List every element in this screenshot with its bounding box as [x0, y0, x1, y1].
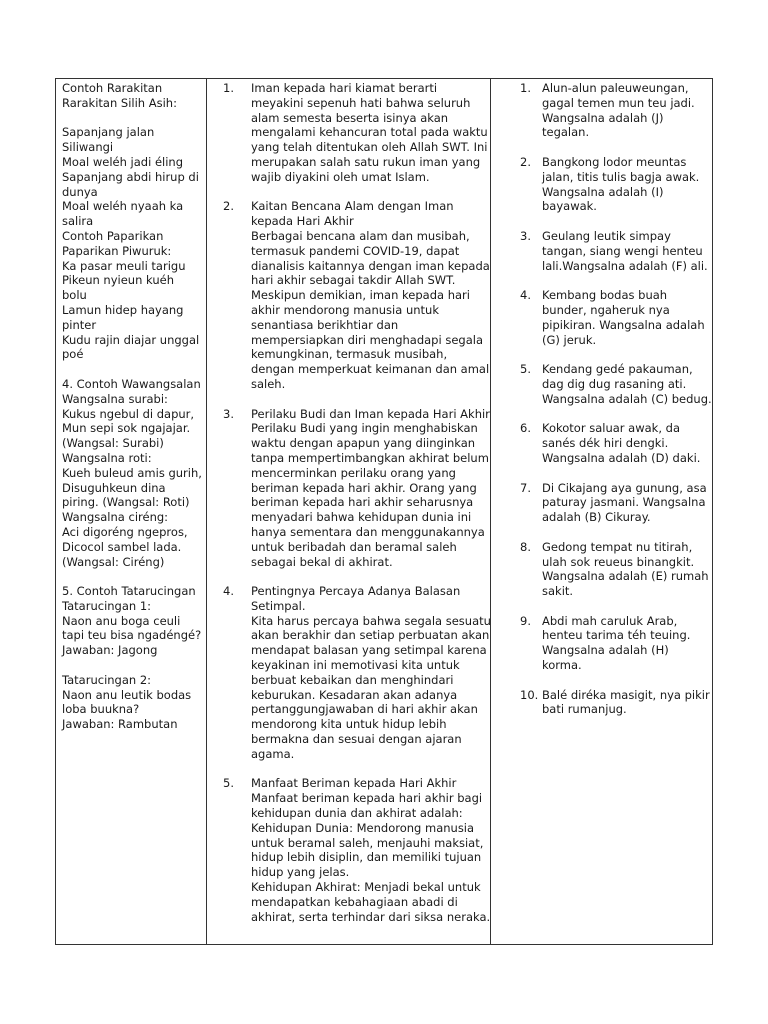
text-line: mengalami kehancuran total pada waktu: [251, 125, 488, 140]
numbered-list: [520, 81, 711, 717]
text-line: paturay jasmani. Wangsalna: [542, 495, 706, 510]
text-line: pinter: [62, 317, 97, 332]
text-line: hidup yang jelas.: [251, 865, 350, 880]
list-item: [520, 155, 711, 214]
text-line: hanya sementara dan menggunakannya: [251, 524, 485, 539]
item-text: [251, 776, 489, 924]
text-line: meyakini sepenuh hati bahwa seluruh: [251, 95, 471, 110]
item-number: 6.: [520, 421, 531, 436]
list-item: [520, 81, 711, 140]
text-line: Siliwangi: [62, 140, 114, 155]
text-line: Aci digoréng ngepros,: [62, 524, 188, 539]
item-text: [542, 481, 711, 525]
text-line: sanés dék hiri dengki.: [542, 436, 669, 451]
item-text: [542, 229, 711, 273]
text-line: Setimpal.: [251, 598, 306, 613]
text-line: Di Cikajang aya gunung, asa: [542, 480, 707, 495]
text-line: dag dig dug rasaning ati.: [542, 376, 687, 391]
list-item: [520, 229, 711, 273]
rarakitan-heading-block: [62, 81, 204, 111]
text-line: menyadari bahwa kehidupan dunia ini: [251, 510, 472, 525]
text-line: bayawak.: [542, 199, 597, 214]
text-line: salira: [62, 214, 94, 229]
item-text: [542, 288, 711, 347]
text-line: kepada Hari Akhir: [251, 214, 354, 229]
text-line: kehidupan dunia dan akhirat adalah:: [251, 806, 463, 821]
text-line: untuk beramal saleh, menjauhi maksiat,: [251, 835, 484, 850]
text-line: Kehidupan Akhirat: Menjadi bekal untuk: [251, 880, 481, 895]
text-line: adalah (B) Cikuray.: [542, 510, 651, 525]
text-line: Alun-alun paleuweungan,: [542, 81, 689, 95]
text-line: 4. Contoh Wawangsalan: [62, 376, 201, 391]
item-number: 5.: [520, 362, 531, 377]
text-line: keburukan. Kesadaran akan adanya: [251, 687, 458, 702]
list-item: [223, 81, 489, 185]
text-line: dunya: [62, 184, 98, 199]
text-line: Paparikan Piwuruk:: [62, 243, 172, 258]
list-item: [223, 407, 489, 570]
text-line: Tatarucingan 2:: [62, 672, 152, 687]
list-item: [223, 776, 489, 924]
text-line: alam semesta beserta isinya akan: [251, 110, 449, 125]
text-line: mencerminkan perilaku orang yang: [251, 465, 456, 480]
item-number: 1.: [520, 81, 531, 95]
text-line: tapi teu bisa ngadéngé?: [62, 628, 202, 643]
text-line: Jawaban: Jagong: [62, 643, 158, 658]
item-text: [251, 584, 489, 762]
text-line: dengan memperkuat keimanan dan amal: [251, 362, 490, 377]
item-number: 3.: [520, 228, 531, 243]
text-line: kemungkinan, termasuk musibah,: [251, 347, 448, 362]
text-line: Wangsalna adalah (J): [542, 110, 664, 125]
text-line: Pikeun nyieun kuéh: [62, 273, 174, 288]
text-line: sebagai bekal di akhirat.: [251, 554, 393, 569]
text-line: lali.Wangsalna adalah (F) ali.: [542, 258, 708, 273]
text-line: Meskipun demikian, iman kepada hari: [251, 288, 470, 303]
item-number: 10.: [520, 687, 539, 702]
text-line: Gedong tempat nu titirah,: [542, 539, 693, 554]
text-line: Kendang gedé pakauman,: [542, 362, 693, 377]
text-line: Rarakitan Silih Asih:: [62, 95, 177, 110]
text-line: Lamun hidep hayang: [62, 302, 184, 317]
text-line: Bangkong lodor meuntas: [542, 154, 687, 169]
item-text: [542, 421, 711, 465]
text-line: Wangsalna adalah (C) bedug.: [542, 391, 712, 406]
text-line: Wangsalna roti:: [62, 450, 152, 465]
item-number: 4.: [223, 584, 234, 599]
item-number: 4.: [520, 288, 531, 303]
item-text: [251, 199, 489, 391]
text-line: mendorong kita untuk hidup lebih: [251, 717, 447, 732]
text-line: sakit.: [542, 584, 574, 599]
text-line: akan berakhir dan setiap perbuatan akan: [251, 628, 490, 643]
item-text: [542, 155, 711, 214]
text-line: Kehidupan Dunia: Mendorong manusia: [251, 820, 475, 835]
text-line: untuk beribadah dan beramal saleh: [251, 539, 457, 554]
text-line: ulah sok reueus binangkit.: [542, 554, 695, 569]
text-line: berbuat kebaikan dan menghindari: [251, 672, 454, 687]
numbered-list: [223, 81, 489, 924]
text-line: waktu dengan apapun yang diinginkan: [251, 436, 476, 451]
list-item: [520, 288, 711, 347]
text-line: dianalisis kaitannya dengan iman kepada: [251, 258, 490, 273]
text-line: beriman kepada hari akhir seharusnya: [251, 495, 474, 510]
text-line: Jawaban: Rambutan: [62, 717, 178, 732]
item-text: [542, 688, 711, 718]
tatarucingan-2-block: [62, 673, 204, 732]
text-line: Disuguhkeun dina: [62, 480, 166, 495]
text-line: termasuk pandemi COVID-19, dapat: [251, 243, 460, 258]
text-line: Naon anu leutik bodas: [62, 687, 192, 702]
list-item: [520, 614, 711, 673]
text-line: poé: [62, 347, 84, 362]
text-line: Perilaku Budi yang ingin menghabiskan: [251, 421, 478, 436]
text-line: senantiasa berikhtiar dan: [251, 317, 399, 332]
list-item: [520, 362, 711, 406]
item-text: [542, 362, 711, 406]
text-line: Naon anu boga ceuli: [62, 613, 181, 628]
list-item: [520, 421, 711, 465]
text-line: Perilaku Budi dan Iman kepada Hari Akhir: [251, 406, 490, 421]
text-line: Kita harus percaya bahwa segala sesuatu: [251, 613, 491, 628]
item-number: 3.: [223, 406, 234, 421]
text-line: Dicocol sambel lada.: [62, 539, 182, 554]
text-line: (Wangsal: Surabi): [62, 436, 164, 451]
text-line: Geulang leutik simpay: [542, 228, 671, 243]
text-line: Berbagai bencana alam dan musibah,: [251, 228, 470, 243]
text-line: jalan, titis tulis bagja awak.: [542, 169, 700, 184]
item-text: [542, 81, 711, 140]
tatarucingan-1-block: [62, 584, 204, 658]
text-line: mendapat balasan yang setimpal karena: [251, 643, 487, 658]
item-number: 9.: [520, 613, 531, 628]
text-line: bunder, ngaheruk nya: [542, 302, 670, 317]
item-text: [542, 540, 711, 599]
rarakitan-paparikan-block: [62, 125, 204, 362]
text-line: Balé diréka masigit, nya pikir: [542, 687, 710, 702]
column-wangsalan-answers: [490, 79, 713, 944]
text-line: Wangsalna surabi:: [62, 391, 168, 406]
item-number: 7.: [520, 480, 531, 495]
text-line: Kukus ngebul di dapur,: [62, 406, 195, 421]
text-line: beriman kepada hari akhir. Orang yang: [251, 480, 477, 495]
text-line: gagal temen mun teu jadi.: [542, 95, 695, 110]
text-line: Moal weléh jadi éling: [62, 154, 183, 169]
text-line: Contoh Rarakitan: [62, 81, 163, 95]
text-line: Iman kepada hari kiamat berarti: [251, 81, 438, 95]
text-line: Wangsalna ciréng:: [62, 510, 169, 525]
text-line: Contoh Paparikan: [62, 228, 164, 243]
text-line: Ka pasar meuli tarigu: [62, 258, 186, 273]
text-line: Manfaat beriman kepada hari akhir bagi: [251, 791, 483, 806]
text-line: Wangsalna adalah (H): [542, 643, 669, 658]
text-line: Pentingnya Percaya Adanya Balasan: [251, 584, 461, 599]
text-line: Mun sepi sok ngajajar.: [62, 421, 191, 436]
text-line: mendapatkan kebahagiaan abadi di: [251, 894, 458, 909]
text-line: Moal weléh nyaah ka: [62, 199, 184, 214]
text-line: bermakna dan sesuai dengan ajaran: [251, 732, 462, 747]
item-number: 8.: [520, 539, 531, 554]
text-line: tanpa mempertimbangkan akhirat belum: [251, 450, 489, 465]
text-line: hidup lebih disiplin, dan memiliki tujuan: [251, 850, 482, 865]
column-sundanese-examples: [56, 79, 206, 944]
text-line: keyakinan ini memotivasi kita untuk: [251, 658, 460, 673]
text-line: hari akhir sebagai takdir Allah SWT.: [251, 273, 456, 288]
list-item: [520, 688, 711, 718]
text-line: Tatarucingan 1:: [62, 598, 152, 613]
item-number: 1.: [223, 81, 234, 95]
item-text: [251, 407, 489, 570]
text-line: akhir mendorong manusia untuk: [251, 302, 439, 317]
text-line: 5. Contoh Tatarucingan: [62, 584, 196, 599]
text-line: Sapanjang jalan: [62, 125, 155, 140]
text-line: Manfaat Beriman kepada Hari Akhir: [251, 776, 457, 791]
text-line: (Wangsal: Ciréng): [62, 554, 165, 569]
text-line: Kokotor saluar awak, da: [542, 421, 680, 436]
text-line: bolu: [62, 288, 87, 303]
list-item: [223, 199, 489, 391]
text-line: tegalan.: [542, 125, 590, 140]
text-line: agama.: [251, 746, 295, 761]
text-line: (G) jeruk.: [542, 332, 597, 347]
list-item: [223, 584, 489, 762]
text-line: pipikiran. Wangsalna adalah: [542, 317, 705, 332]
item-number: 5.: [223, 776, 234, 791]
text-line: wajib diyakini oleh umat Islam.: [251, 169, 430, 184]
item-text: [542, 614, 711, 673]
text-line: Wangsalna adalah (I): [542, 184, 664, 199]
text-line: loba buukna?: [62, 702, 140, 717]
item-text: [251, 81, 489, 185]
column-iman-hari-akhir: [206, 79, 491, 944]
text-line: bati rumanjug.: [542, 702, 627, 717]
text-line: yang telah ditentukan oleh Allah SWT. Ini: [251, 140, 488, 155]
text-line: korma.: [542, 658, 582, 673]
text-line: saleh.: [251, 376, 286, 391]
document-table: [55, 78, 713, 945]
text-line: Kaitan Bencana Alam dengan Iman: [251, 199, 454, 214]
text-line: Kembang bodas buah: [542, 288, 668, 303]
text-line: Abdi mah caruluk Arab,: [542, 613, 678, 628]
list-item: [520, 481, 711, 525]
item-number: 2.: [223, 199, 234, 214]
text-line: mempersiapkan diri menghadapi segala: [251, 332, 483, 347]
text-line: akhirat, serta terhindar dari siksa neraka.: [251, 909, 491, 924]
item-number: 2.: [520, 154, 531, 169]
text-line: henteu tarima téh teuing.: [542, 628, 691, 643]
text-line: Sapanjang abdi hirup di: [62, 169, 199, 184]
wawangsalan-block: [62, 377, 204, 569]
text-line: pertanggungjawaban di hari akhir akan: [251, 702, 478, 717]
list-item: [520, 540, 711, 599]
text-line: Kueh buleud amis gurih,: [62, 465, 202, 480]
text-line: tangan, siang wengi henteu: [542, 243, 703, 258]
text-line: Kudu rajin diajar unggal: [62, 332, 200, 347]
text-line: Wangsalna adalah (D) daki.: [542, 450, 701, 465]
text-line: Wangsalna adalah (E) rumah: [542, 569, 709, 584]
text-line: piring. (Wangsal: Roti): [62, 495, 190, 510]
text-line: merupakan salah satu rukun iman yang: [251, 154, 481, 169]
